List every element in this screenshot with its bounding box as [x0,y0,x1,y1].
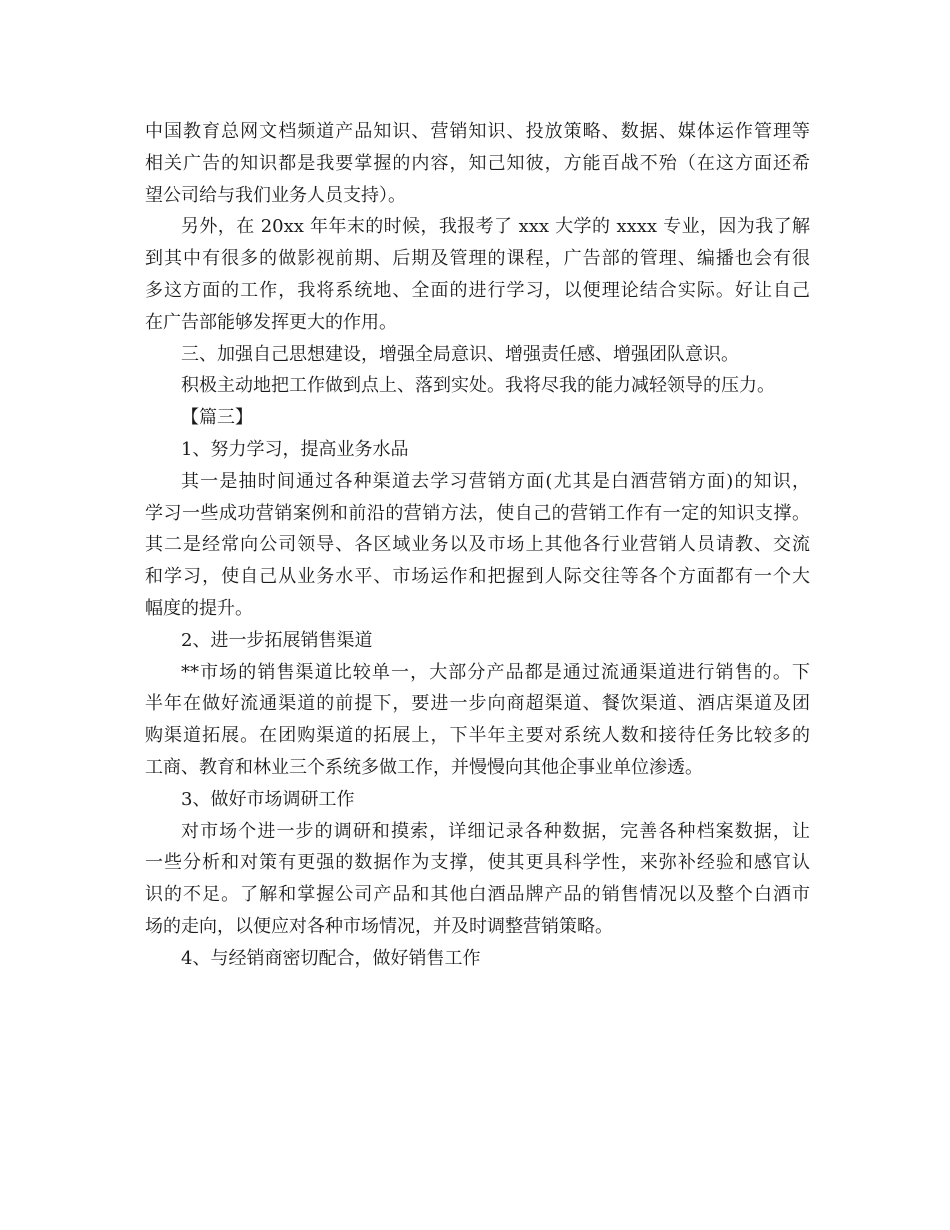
text-line: **市场的销售渠道比较单一，大部分产品都是通过流通渠道进行销售的。下 [181,661,810,683]
text-line: 半年在做好流通渠道的前提下，要进一步向商超渠道、餐饮渠道、酒店渠道及团 [145,693,810,715]
text-line: 学习一些成功营销案例和前沿的营销方法，使自己的营销工作有一定的知识支撑。 [145,502,810,524]
text-line: 【篇三】 [181,407,253,429]
text-line: 另外，在 20xx 年年末的时候，我报考了 xxx 大学的 xxxx 专业，因为我了解 [181,216,810,238]
text-line: 识的不足。了解和掌握公司产品和其他白酒品牌产品的销售情况以及整个白酒市 [145,884,810,906]
text-line: 望公司给与我们业务人员支持）。 [145,184,406,206]
text-line: 相关广告的知识都是我要掌握的内容，知己知彼，方能百战不殆（在这方面还希 [145,152,810,174]
text-line: 3、做好市场调研工作 [181,788,355,810]
document-body [145,116,810,975]
text-line: 在广告部能够发挥更大的作用。 [145,311,397,333]
text-line: 到其中有很多的做影视前期、后期及管理的课程，广告部的管理、编播也会有很 [145,248,810,270]
text-line: 其一是抽时间通过各种渠道去学习营销方面(尤其是白酒营销方面)的知识， [181,470,810,492]
text-line: 2、进一步拓展销售渠道 [181,629,373,651]
text-line: 多这方面的工作，我将系统地、全面的进行学习，以便理论结合实际。好让自己 [145,279,810,301]
text-line: 三、加强自己思想建设，增强全局意识、增强责任感、增强团队意识。 [181,343,739,365]
text-line: 中国教育总网文档频道产品知识、营销知识、投放策略、数据、媒体运作管理等 [145,121,810,142]
text-line: 对市场个进一步的调研和摸索，详细记录各种数据，完善各种档案数据，让 [181,820,810,842]
text-line: 一些分析和对策有更强的数据作为支撑，使其更具科学性，来弥补经验和感官认 [145,852,810,874]
text-line: 4、与经销商密切配合，做好销售工作 [181,947,481,969]
text-line: 积极主动地把工作做到点上、落到实处。我将尽我的能力减轻领导的压力。 [181,375,775,397]
text-line: 和学习，使自己从业务水平、市场运作和把握到人际交往等各个方面都有一个大 [145,566,810,588]
text-line: 购渠道拓展。在团购渠道的拓展上，下半年主要对系统人数和接待任务比较多的 [145,725,810,747]
text-line: 其二是经常向公司领导、各区域业务以及市场上其他各行业营销人员请教、交流 [145,534,810,556]
text-line: 1、努力学习，提高业务水品 [181,438,409,460]
text-line: 场的走向，以便应对各种市场情况，并及时调整营销策略。 [145,915,613,937]
text-line: 工商、教育和林业三个系统多做工作，并慢慢向其他企事业单位渗透。 [145,756,703,778]
text-line: 幅度的提升。 [145,597,253,619]
